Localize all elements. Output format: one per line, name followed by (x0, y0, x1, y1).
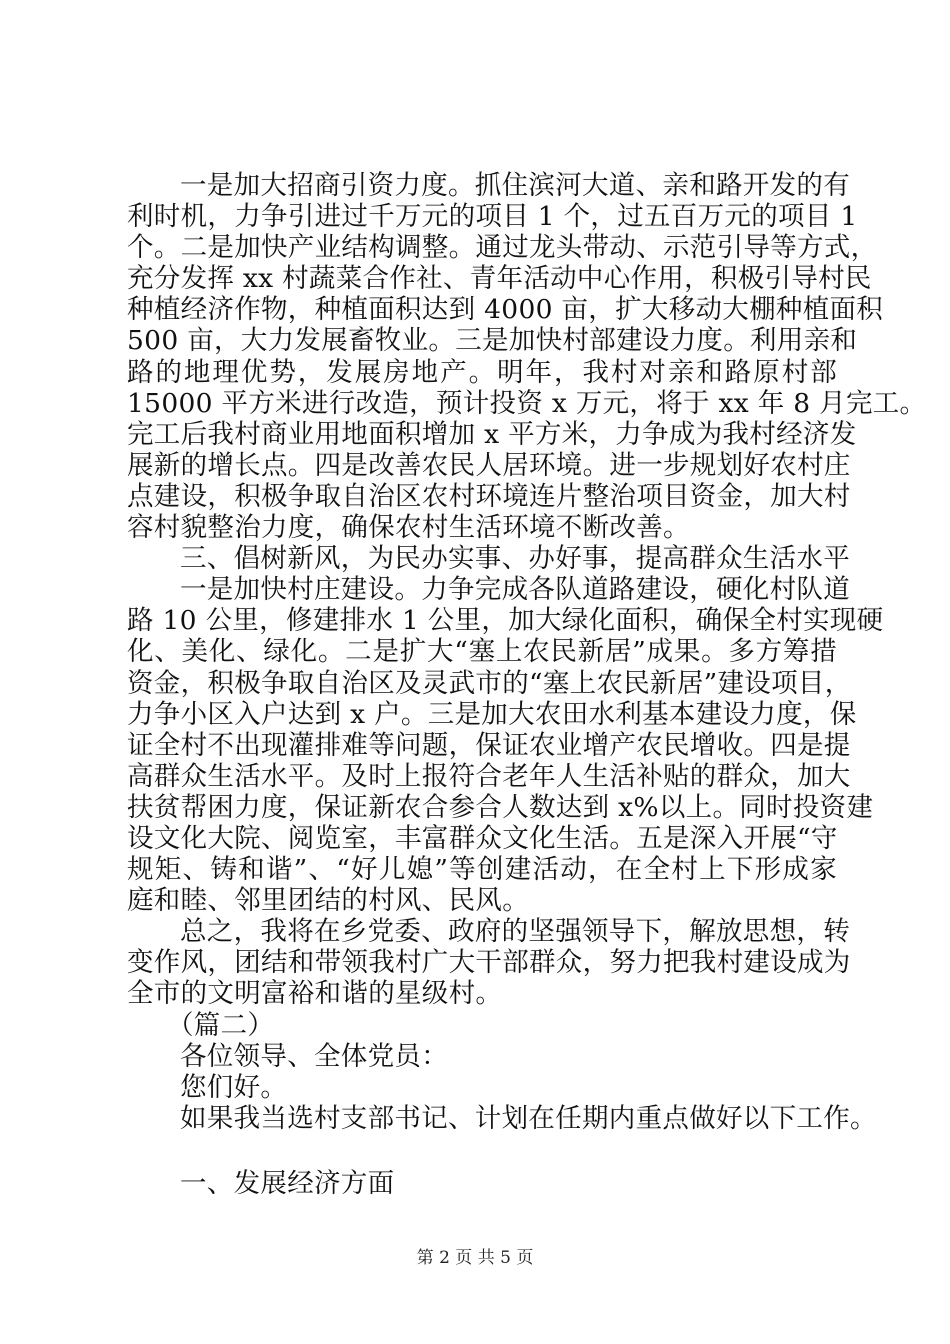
page-footer: 第 2 页 共 5 页 (416, 1248, 534, 1268)
paragraph-2-line-8: 扶贫帮困力度，保证新农合参合人数达到 x%以上。同时投资建 (127, 791, 874, 823)
paragraph-1-line-1: 一是加大招商引资力度。抓住滨河大道、亲和路开发的有 (180, 170, 850, 201)
conclusion-line-1: 总之，我将在乡党委、政府的坚强领导下，解放思想，转 (180, 916, 850, 948)
paragraph-1-line-10: 展新的增长点。四是改善农民人居环境。进一步规划好农村庄 (127, 449, 851, 481)
paragraph-2-line-10: 规矩、铸和谐”、“好儿媳”等创建活动，在全村上下形成家 (127, 854, 837, 886)
paragraph-2-line-6: 证全村不出现灌排难等问题，保证农业增产农民增收。四是提 (127, 729, 851, 761)
paragraph-2-line-4: 资金，积极争取自治区及灵武市的“塞上农民新居”建设项目， (127, 667, 852, 699)
paragraph-2-line-9: 设文化大院、阅览室，丰富群众文化生活。五是深入开展“守 (127, 822, 838, 854)
paragraph-1-line-5: 种植经济作物，种植面积达到 4000 亩，扩大移动大棚种植面积 (127, 294, 884, 326)
paragraph-1-line-7: 路的地理优势，发展房地产。明年，我村对亲和路原村部 (127, 356, 837, 388)
conclusion-line-3: 全市的文明富裕和谐的星级村。 (127, 978, 503, 1010)
paragraph-1-line-12: 容村貌整治力度，确保农村生活环境不断改善。 (127, 512, 690, 544)
paragraph-1-line-8: 15000 平方米进行改造，预计投资 x 万元，将于 xx 年 8 月完工。 (127, 387, 927, 419)
part-two-label: （篇二） (167, 1009, 275, 1041)
paragraph-1-line-4: 充分发挥 xx 村蔬菜合作社、青年活动中心作用，积极引导村民 (127, 263, 872, 295)
section-heading-1: 一、发展经济方面 (180, 1167, 395, 1199)
intro-statement: 如果我当选村支部书记、计划在任期内重点做好以下工作。 (180, 1102, 877, 1134)
paragraph-2-line-1: 一是加快村庄建设。力争完成各队道路建设，硬化村队道 (180, 574, 850, 606)
paragraph-1-line-11: 点建设，积极争取自治区农村环境连片整治项目资金，加大村 (127, 480, 851, 512)
paragraph-2-line-7: 高群众生活水平。及时上报符合老年人生活补贴的群众，加大 (127, 760, 851, 792)
paragraph-2-line-3: 化、美化、绿化。二是扩大“塞上农民新居”成果。多方筹措 (127, 636, 837, 668)
section-heading-3: 三、倡树新风，为民办实事、办好事，提高群众生活水平 (180, 543, 850, 575)
paragraph-2-line-2: 路 10 公里，修建排水 1 公里，加大绿化面积，确保全村实现硬 (127, 605, 884, 637)
paragraph-2-line-11: 庭和睦、邻里团结的村风、民风。 (127, 885, 529, 917)
paragraph-2-line-5: 力争小区入户达到 x 户。三是加大农田水利基本建设力度，保 (127, 698, 857, 730)
document-body (127, 170, 927, 1199)
blank-line (127, 1134, 837, 1168)
conclusion-line-2: 变作风，团结和带领我村广大干部群众，努力把我村建设成为 (127, 947, 851, 979)
salutation: 各位领导、全体党员： (180, 1040, 448, 1072)
paragraph-1-line-6: 500 亩，大力发展畜牧业。三是加快村部建设力度。利用亲和 (127, 325, 858, 357)
paragraph-1-line-3: 个。二是加快产业结构调整。通过龙头带动、示范引导等方式， (127, 232, 878, 264)
paragraph-1-line-2: 利时机，力争引进过千万元的项目 1 个，过五百万元的项目 1 (127, 201, 858, 233)
paragraph-1-line-9: 完工后我村商业用地面积增加 x 平方米，力争成为我村经济发 (127, 418, 857, 450)
greeting: 您们好。 (180, 1071, 288, 1103)
